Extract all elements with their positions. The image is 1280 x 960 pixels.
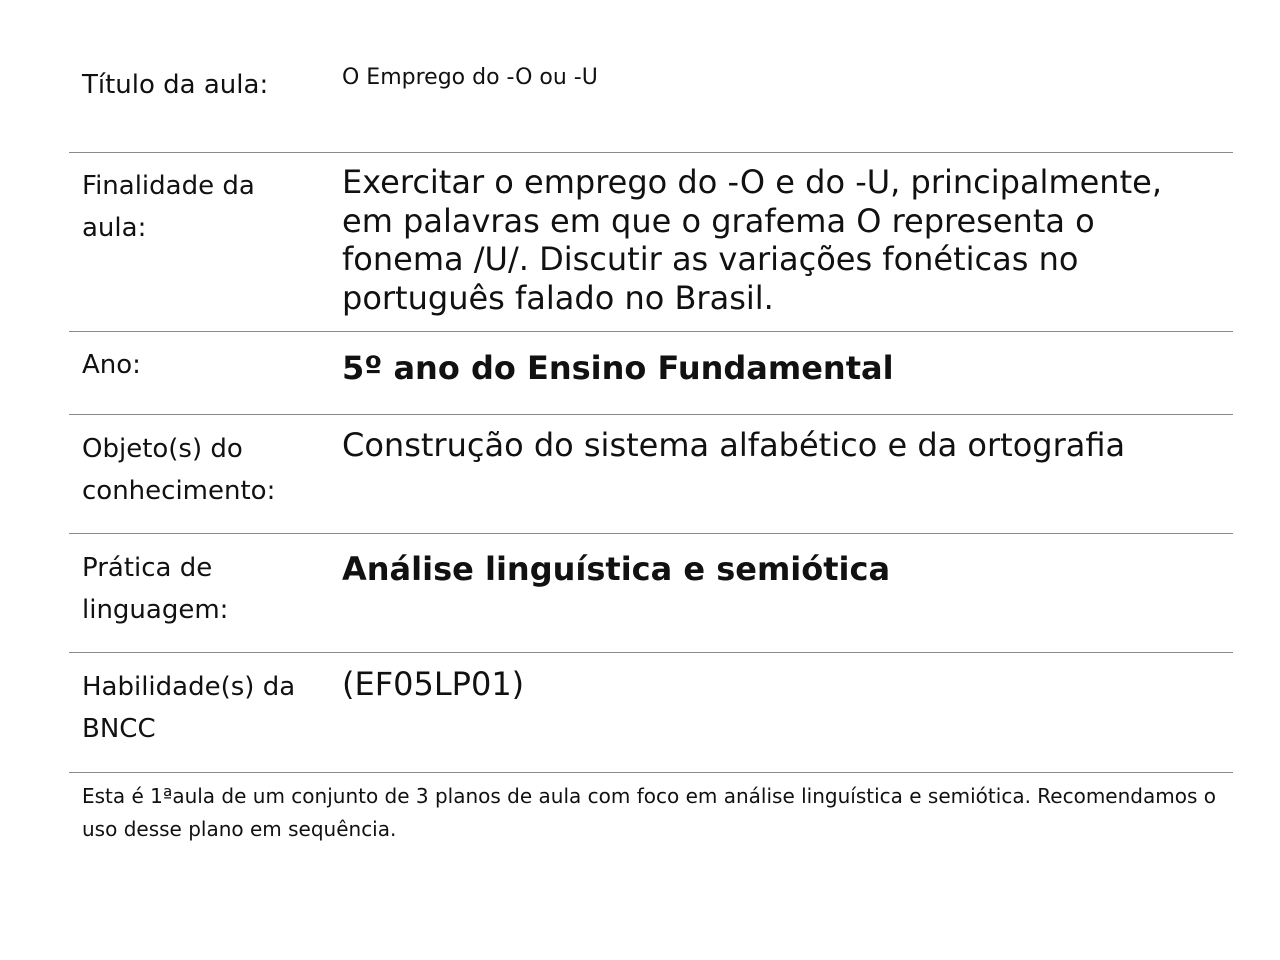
row-lesson-title xyxy=(69,0,1233,153)
school-year-label: Ano: xyxy=(82,350,141,380)
row-knowledge-objects xyxy=(69,415,1233,534)
lesson-purpose-label: Finalidade da aula: xyxy=(82,171,255,243)
bncc-skills-value: (EF05LP01) xyxy=(342,665,525,703)
knowledge-objects-label: Objeto(s) do conhecimento: xyxy=(82,434,276,506)
language-practice-label: Prática de linguagem: xyxy=(82,553,229,625)
bncc-skills-label: Habilidade(s) da BNCC xyxy=(82,672,296,744)
row-language-practice xyxy=(69,534,1233,653)
language-practice-value: Análise linguística e semiótica xyxy=(342,550,891,588)
row-bncc-skills xyxy=(69,653,1233,773)
row-school-year xyxy=(69,332,1233,415)
sequence-footnote: Esta é 1ªaula de um conjunto de 3 planos de aula com foco em análise linguística e semiótica. Recomendamos o uso desse plano em sequência. xyxy=(82,784,1216,841)
row-lesson-purpose xyxy=(69,153,1233,332)
knowledge-objects-value: Construção do sistema alfabético e da ortografia xyxy=(342,426,1126,464)
school-year-value: 5º ano do Ensino Fundamental xyxy=(342,349,894,387)
lesson-title-value: O Emprego do -O ou -U xyxy=(342,65,598,90)
lesson-title-label: Título da aula: xyxy=(82,70,269,100)
lesson-purpose-value: Exercitar o emprego do -O e do -U, principalmente, em palavras em que o grafema O representa o fonema /U/. Discutir as variações fonéticas no português falado no Brasil. xyxy=(342,163,1162,317)
